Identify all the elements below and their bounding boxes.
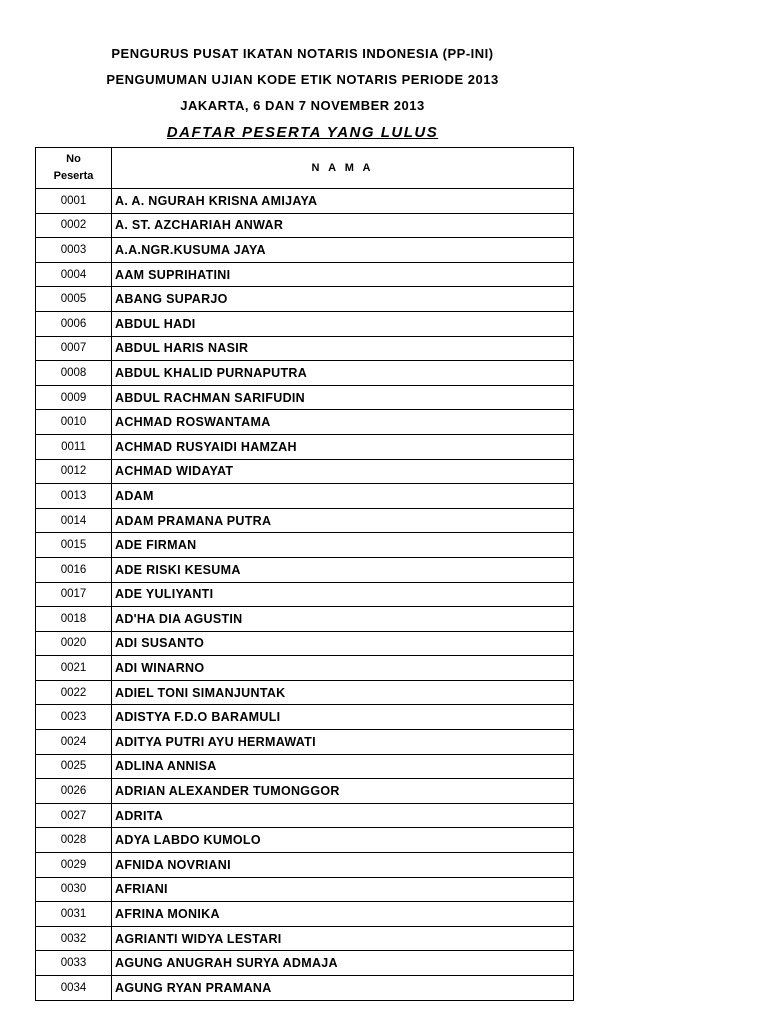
participant-number: 0015 [36, 533, 112, 558]
table-row [36, 828, 574, 853]
table-row [36, 410, 574, 435]
participant-number: 0001 [36, 189, 112, 214]
participant-number: 0016 [36, 557, 112, 582]
participant-name: AFRINA MONIKA [112, 902, 574, 927]
participant-name: AFNIDA NOVRIANI [112, 853, 574, 878]
table-row [36, 877, 574, 902]
participants-table [35, 147, 574, 1001]
participant-name: ACHMAD WIDAYAT [112, 459, 574, 484]
column-header-number [36, 148, 112, 189]
header-location-date: JAKARTA, 6 DAN 7 NOVEMBER 2013 [180, 98, 425, 113]
participant-name: A. A. NGURAH KRISNA AMIJAYA [112, 189, 574, 214]
participant-number: 0027 [36, 803, 112, 828]
column-header-name: N A M A [112, 148, 574, 189]
participant-name: AAM SUPRIHATINI [112, 262, 574, 287]
participant-name: ADAM [112, 484, 574, 509]
participant-number: 0024 [36, 730, 112, 755]
participant-number: 0020 [36, 631, 112, 656]
table-row [36, 508, 574, 533]
table-row [36, 189, 574, 214]
participant-number: 0026 [36, 779, 112, 804]
table-row [36, 754, 574, 779]
participant-name: ADISTYA F.D.O BARAMULI [112, 705, 574, 730]
table-body [36, 189, 574, 1001]
table-row [36, 311, 574, 336]
participant-number: 0006 [36, 311, 112, 336]
participant-name: ADRIAN ALEXANDER TUMONGGOR [112, 779, 574, 804]
participant-name: ABANG SUPARJO [112, 287, 574, 312]
table-row [36, 557, 574, 582]
column-header-number-line2: Peserta [53, 170, 94, 182]
participant-name: ADE RISKI KESUMA [112, 557, 574, 582]
table-row [36, 705, 574, 730]
participant-name: ADI WINARNO [112, 656, 574, 681]
participant-number: 0022 [36, 680, 112, 705]
table-row [36, 853, 574, 878]
participant-number: 0031 [36, 902, 112, 927]
table-row [36, 976, 574, 1001]
table-row [36, 336, 574, 361]
participant-name: ADI SUSANTO [112, 631, 574, 656]
participant-name: ACHMAD RUSYAIDI HAMZAH [112, 434, 574, 459]
participant-number: 0013 [36, 484, 112, 509]
participant-number: 0012 [36, 459, 112, 484]
participant-name: AD'HA DIA AGUSTIN [112, 607, 574, 632]
participant-name: A. ST. AZCHARIAH ANWAR [112, 213, 574, 238]
table-row [36, 434, 574, 459]
participant-number: 0009 [36, 385, 112, 410]
participant-name: ADYA LABDO KUMOLO [112, 828, 574, 853]
participant-number: 0003 [36, 238, 112, 263]
table-row [36, 238, 574, 263]
table-row [36, 213, 574, 238]
table-row [36, 262, 574, 287]
participant-name: AFRIANI [112, 877, 574, 902]
participant-number: 0029 [36, 853, 112, 878]
participant-number: 0028 [36, 828, 112, 853]
column-header-number-line1: No [66, 153, 81, 165]
participant-number: 0033 [36, 951, 112, 976]
participant-number: 0005 [36, 287, 112, 312]
page-subtitle: DAFTAR PESERTA YANG LULUS [166, 124, 439, 141]
participant-number: 0032 [36, 926, 112, 951]
participant-number: 0025 [36, 754, 112, 779]
header-organization: PENGURUS PUSAT IKATAN NOTARIS INDONESIA (PP-INI) [111, 46, 494, 61]
participant-number: 0002 [36, 213, 112, 238]
participant-number: 0018 [36, 607, 112, 632]
participant-number: 0008 [36, 361, 112, 386]
table-row [36, 926, 574, 951]
participant-name: ABDUL KHALID PURNAPUTRA [112, 361, 574, 386]
table-row [36, 803, 574, 828]
participant-name: AGUNG RYAN PRAMANA [112, 976, 574, 1001]
participant-number: 0014 [36, 508, 112, 533]
participant-name: ABDUL RACHMAN SARIFUDIN [112, 385, 574, 410]
participant-name: ABDUL HADI [112, 311, 574, 336]
table-header-row [36, 148, 574, 189]
table-row [36, 459, 574, 484]
table-row [36, 385, 574, 410]
participant-name: ABDUL HARIS NASIR [112, 336, 574, 361]
table-row [36, 902, 574, 927]
participant-name: ADE YULIYANTI [112, 582, 574, 607]
participant-name: ACHMAD ROSWANTAMA [112, 410, 574, 435]
participant-name: ADIEL TONI SIMANJUNTAK [112, 680, 574, 705]
participant-name: ADITYA PUTRI AYU HERMAWATI [112, 730, 574, 755]
table-row [36, 287, 574, 312]
participant-number: 0030 [36, 877, 112, 902]
table-row [36, 680, 574, 705]
table-row [36, 361, 574, 386]
table-row [36, 779, 574, 804]
participant-number: 0017 [36, 582, 112, 607]
table-row [36, 484, 574, 509]
participant-name: ADAM PRAMANA PUTRA [112, 508, 574, 533]
table-row [36, 631, 574, 656]
participant-number: 0007 [36, 336, 112, 361]
participant-number: 0011 [36, 434, 112, 459]
participant-name: AGUNG ANUGRAH SURYA ADMAJA [112, 951, 574, 976]
participant-number: 0034 [36, 976, 112, 1001]
table-row [36, 656, 574, 681]
table-row [36, 582, 574, 607]
table-row [36, 607, 574, 632]
table-row [36, 951, 574, 976]
header-announcement: PENGUMUMAN UJIAN KODE ETIK NOTARIS PERIODE 2013 [106, 72, 499, 87]
participant-name: A.A.NGR.KUSUMA JAYA [112, 238, 574, 263]
participant-number: 0023 [36, 705, 112, 730]
participant-number: 0021 [36, 656, 112, 681]
participant-number: 0010 [36, 410, 112, 435]
participant-name: ADE FIRMAN [112, 533, 574, 558]
table-row [36, 730, 574, 755]
participant-number: 0004 [36, 262, 112, 287]
participant-name: ADRITA [112, 803, 574, 828]
participant-name: AGRIANTI WIDYA LESTARI [112, 926, 574, 951]
table-row [36, 533, 574, 558]
participant-name: ADLINA ANNISA [112, 754, 574, 779]
